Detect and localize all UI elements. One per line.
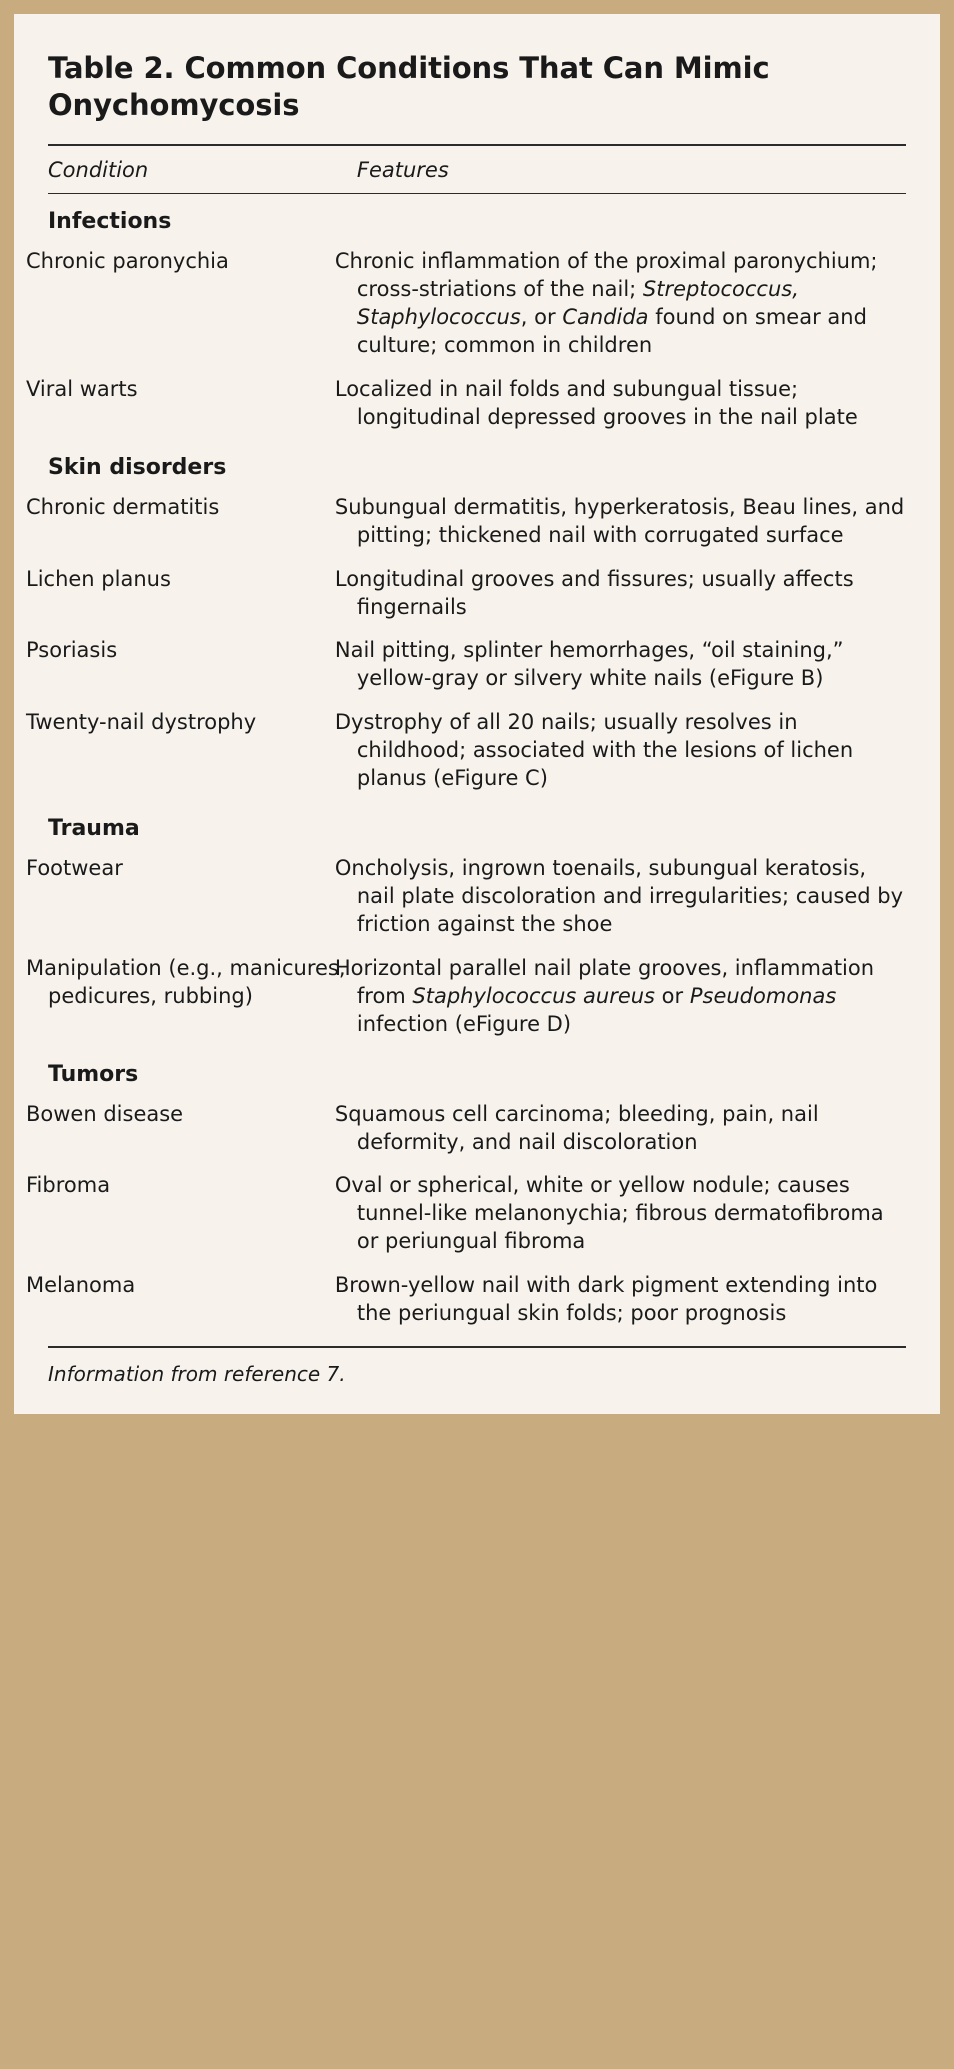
table-row <box>48 1093 906 1165</box>
table-body <box>26 194 906 1336</box>
table-row <box>48 701 906 801</box>
column-header-condition: Condition <box>48 158 149 183</box>
table-group-label: Skin disorders <box>48 454 227 480</box>
table-cell-features: Longitudinal grooves and fissures; usually affects fingernails <box>334 566 854 619</box>
table-row <box>48 368 906 440</box>
conditions-table-body <box>26 194 906 1336</box>
table-group-row <box>48 1047 906 1093</box>
table-row <box>48 629 906 701</box>
table-cell-condition: Manipulation (e.g., manicures, pedicures, rubbing) <box>26 955 346 1008</box>
table-row <box>48 947 906 1047</box>
table-title: Table 2. Common Conditions That Can Mimic Onychomycosis <box>48 51 770 123</box>
table-cell-condition: Lichen planus <box>26 566 171 591</box>
table-cell-condition: Fibroma <box>26 1173 111 1198</box>
table-cell-condition: Twenty-nail dystrophy <box>26 710 257 735</box>
table-head <box>48 146 906 193</box>
table-cell-condition: Melanoma <box>26 1273 136 1298</box>
table-cell-features: Chronic inflammation of the proximal paronychium; cross-striations of the nail; Streptococcus, Staphylococcus, or Candida found on smear and culture; common in children <box>334 249 878 357</box>
table-row <box>48 240 906 368</box>
table-row <box>48 558 906 630</box>
conditions-table <box>48 146 906 193</box>
table-group-label: Infections <box>48 209 172 235</box>
table-cell-condition: Viral warts <box>26 376 138 401</box>
table-cell-condition: Chronic paronychia <box>26 249 229 274</box>
table-cell-features: Brown-yellow nail with dark pigment extending into the periungual skin folds; poor prognosis <box>334 1273 878 1326</box>
table-cell-features: Dystrophy of all 20 nails; usually resolves in childhood; associated with the lesions of lichen planus (eFigure C) <box>334 710 854 791</box>
table-row <box>48 847 906 947</box>
table-group-row <box>48 801 906 847</box>
table-cell-condition: Bowen disease <box>26 1101 184 1126</box>
table-cell-condition: Chronic dermatitis <box>26 494 220 519</box>
table-cell-features: Oval or spherical, white or yellow nodule; causes tunnel-like melanonychia; fibrous dermatofibroma or periungual fibroma <box>334 1173 884 1254</box>
table-cell-features: Squamous cell carcinoma; bleeding, pain, nail deformity, and nail discoloration <box>334 1101 819 1154</box>
table-group-row <box>48 194 906 240</box>
table-cell-features: Nail pitting, splinter hemorrhages, “oil staining,” yellow-gray or silvery white nails (eFigure B) <box>334 638 844 691</box>
table-group-row <box>48 440 906 486</box>
column-header-features: Features <box>356 158 449 183</box>
table-cell-features: Localized in nail folds and subungual tissue; longitudinal depressed grooves in the nail plate <box>334 376 858 429</box>
table-header-row <box>48 146 906 193</box>
table-cell-features: Subungual dermatitis, hyperkeratosis, Beau lines, and pitting; thickened nail with corrugated surface <box>334 494 905 547</box>
table-cell-condition: Psoriasis <box>26 638 118 663</box>
table-cell-features: Oncholysis, ingrown toenails, subungual keratosis, nail plate discoloration and irregularities; caused by friction against the shoe <box>334 856 904 936</box>
table-cell-features: Horizontal parallel nail plate grooves, inflammation from Staphylococcus aureus or Pseudomonas infection (eFigure D) <box>334 955 875 1036</box>
table-cell-condition: Footwear <box>26 856 123 881</box>
table-row <box>48 1264 906 1336</box>
table-row <box>48 486 906 558</box>
table-card <box>14 14 940 1414</box>
table-row <box>48 1164 906 1264</box>
table-footnote: Information from reference 7. <box>48 1362 346 1387</box>
table-group-label: Trauma <box>48 816 140 842</box>
table-group-label: Tumors <box>48 1061 139 1087</box>
